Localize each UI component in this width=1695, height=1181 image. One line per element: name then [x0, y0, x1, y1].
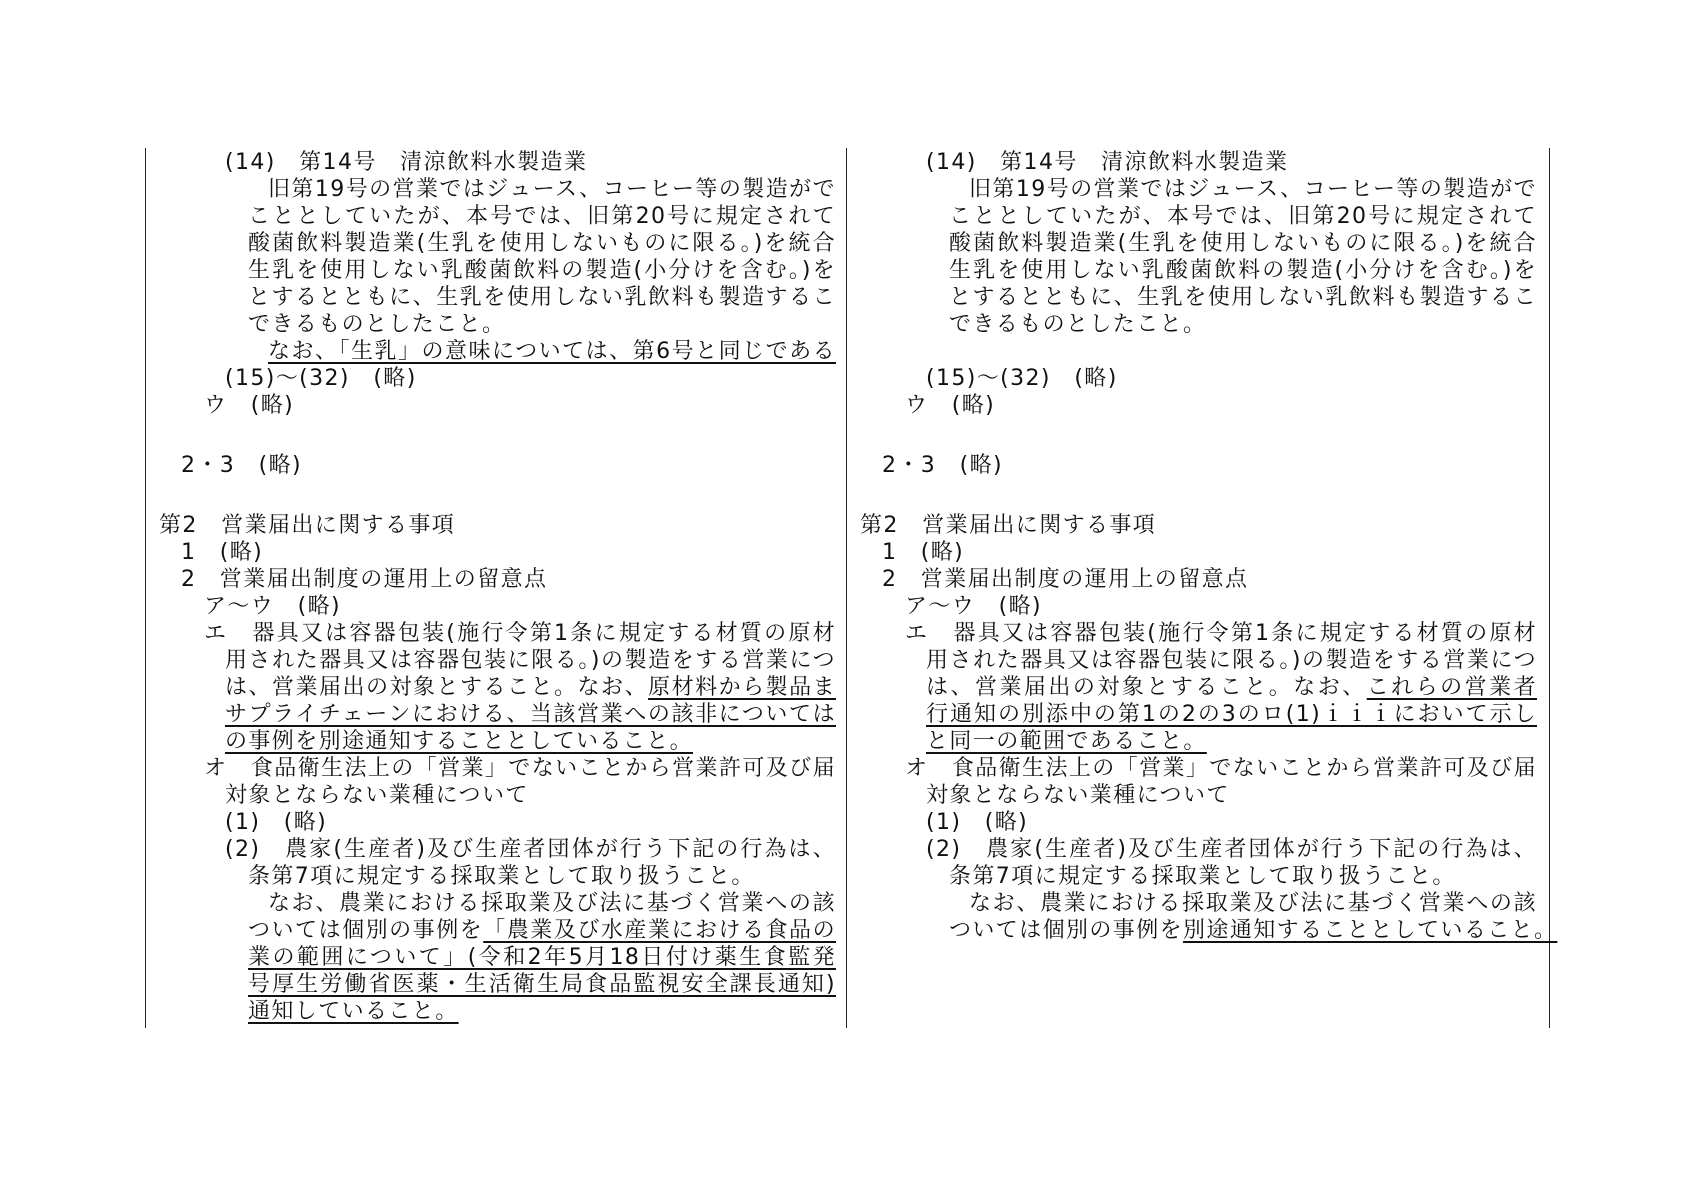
right-border-line	[1549, 148, 1550, 1028]
text-line	[847, 365, 1548, 392]
text-line	[146, 392, 847, 419]
text-line	[146, 998, 847, 1025]
text-segment: 用された器具又は容器包装に限る。)の製造をする営業につ	[926, 648, 1537, 673]
text-segment: 用された器具又は容器包装に限る。)の製造をする営業につ	[225, 648, 836, 673]
text-line	[146, 701, 847, 728]
text-segment: オ 食品衛生法上の「営業」でないことから営業許可及び届	[905, 756, 1537, 781]
text-line	[146, 890, 847, 917]
text-segment: 1 (略)	[181, 540, 264, 565]
text-line	[146, 311, 847, 338]
text-line	[146, 365, 847, 392]
text-segment: 2 営業届出制度の運用上の留意点	[882, 567, 1249, 592]
amended-text: 原材料から製品ま	[648, 675, 837, 700]
text-segment: は、営業届出の対象とすること。なお、	[926, 675, 1367, 700]
text-segment: は、営業届出の対象とすること。なお、	[225, 675, 649, 700]
text-line	[146, 338, 847, 365]
text-segment: 2・3 (略)	[181, 453, 302, 478]
text-segment: 旧第19号の営業ではジュース、コーヒー等の製造がで	[969, 177, 1537, 202]
amended-text: 業の範囲について」(令和2年5月18日付け薬生食監発	[248, 945, 836, 970]
text-segment: ウ (略)	[204, 393, 295, 418]
text-line	[847, 647, 1548, 674]
text-line	[847, 566, 1548, 593]
text-line	[847, 311, 1548, 338]
text-line	[847, 512, 1548, 539]
text-segment: ア～ウ (略)	[204, 594, 341, 619]
text-segment: 2・3 (略)	[882, 453, 1003, 478]
amended-text: 「農業及び水産業における食品の	[483, 918, 836, 943]
text-line	[847, 230, 1548, 257]
text-line	[146, 539, 847, 566]
text-line	[146, 917, 847, 944]
text-line	[146, 176, 847, 203]
text-segment: 第2 営業届出に関する事項	[860, 513, 1157, 538]
text-line	[146, 566, 847, 593]
text-segment: エ 器具又は容器包装(施行令第1条に規定する材質の原材	[204, 621, 836, 646]
amended-text: 号厚生労働省医薬・生活衛生局食品監視安全課長通知)	[248, 972, 836, 997]
text-segment: とするとともに、生乳を使用しない乳飲料も製造するこ	[949, 285, 1537, 310]
text-line	[146, 782, 847, 809]
current-text-column	[847, 149, 1558, 944]
text-line	[146, 593, 847, 620]
text-line	[847, 836, 1548, 863]
text-segment: なお、農業における採取業及び法に基づく営業への該	[969, 891, 1537, 916]
amended-text: なお、「生乳」の意味については、第6号と同じである	[268, 339, 836, 364]
text-segment: (2) 農家(生産者)及び生産者団体が行う下記の行為は、	[926, 837, 1537, 862]
text-line	[847, 452, 1548, 479]
text-segment: 酸菌飲料製造業(生乳を使用しないものに限る。)を統合	[949, 231, 1537, 256]
text-line	[847, 890, 1548, 917]
amended-text: これらの営業者	[1366, 675, 1537, 700]
text-line	[847, 782, 1548, 809]
revised-text-column	[146, 149, 847, 1025]
text-segment: 条第7項に規定する採取業として取り扱うこと。	[248, 864, 755, 889]
text-line	[146, 284, 847, 311]
text-line	[146, 755, 847, 782]
text-line	[847, 392, 1548, 419]
text-line	[847, 539, 1548, 566]
text-line	[847, 338, 1548, 365]
text-segment: こととしていたが、本号では、旧第20号に規定されて	[949, 204, 1537, 229]
text-line	[146, 620, 847, 647]
text-line	[146, 863, 847, 890]
text-line	[847, 674, 1548, 701]
text-line	[847, 176, 1548, 203]
text-segment: ウ (略)	[905, 393, 996, 418]
text-segment: ア～ウ (略)	[905, 594, 1042, 619]
text-segment: なお、農業における採取業及び法に基づく営業への該	[268, 891, 836, 916]
text-line	[146, 836, 847, 863]
text-line	[146, 971, 847, 998]
text-segment: 生乳を使用しない乳酸菌飲料の製造(小分けを含む。)を	[949, 258, 1537, 283]
text-line	[146, 452, 847, 479]
amended-text: サプライチェーンにおける、当該営業への該非については	[225, 702, 836, 727]
text-line	[146, 512, 847, 539]
amended-text: 別途通知することとしていること。	[1183, 918, 1558, 943]
text-segment: (15)～(32) (略)	[225, 366, 417, 391]
text-line	[847, 620, 1548, 647]
text-line	[847, 917, 1558, 944]
text-segment: (2) 農家(生産者)及び生産者団体が行う下記の行為は、	[225, 837, 836, 862]
text-line	[146, 647, 847, 674]
text-line	[146, 257, 847, 284]
text-segment: (14) 第14号 清涼飲料水製造業	[926, 150, 1289, 175]
text-segment: できるものとしたこと。	[248, 312, 506, 337]
amended-text: と同一の範囲であること。	[926, 729, 1207, 754]
text-segment: 生乳を使用しない乳酸菌飲料の製造(小分けを含む。)を	[248, 258, 836, 283]
text-segment: とするとともに、生乳を使用しない乳飲料も製造するこ	[248, 285, 836, 310]
text-segment: 1 (略)	[882, 540, 965, 565]
text-line	[146, 230, 847, 257]
text-segment: (1) (略)	[926, 810, 1029, 835]
text-segment: (14) 第14号 清涼飲料水製造業	[225, 150, 588, 175]
amended-text: 行通知の別添中の第1の2の3のロ(1)ｉｉｉにおいて示し	[926, 702, 1537, 727]
text-line	[847, 284, 1548, 311]
text-segment: (15)～(32) (略)	[926, 366, 1118, 391]
amended-text: 通知していること。	[248, 999, 459, 1024]
text-segment: ついては個別の事例を	[949, 918, 1184, 943]
text-segment: ついては個別の事例を	[248, 918, 484, 943]
text-line	[146, 674, 847, 701]
text-segment: 第2 営業届出に関する事項	[159, 513, 456, 538]
text-line	[847, 809, 1548, 836]
text-line	[847, 593, 1548, 620]
text-segment: 2 営業届出制度の運用上の留意点	[181, 567, 548, 592]
text-line	[847, 257, 1548, 284]
text-segment: オ 食品衛生法上の「営業」でないことから営業許可及び届	[204, 756, 836, 781]
text-line	[847, 701, 1548, 728]
text-line	[146, 944, 847, 971]
text-segment: こととしていたが、本号では、旧第20号に規定されて	[248, 204, 836, 229]
text-line	[146, 728, 847, 755]
text-line	[146, 203, 847, 230]
text-segment: 対象とならない業種について	[225, 783, 529, 808]
text-segment: 旧第19号の営業ではジュース、コーヒー等の製造がで	[268, 177, 836, 202]
text-segment: 酸菌飲料製造業(生乳を使用しないものに限る。)を統合	[248, 231, 836, 256]
text-line	[847, 203, 1548, 230]
text-line	[146, 809, 847, 836]
text-segment: できるものとしたこと。	[949, 312, 1207, 337]
text-segment: (1) (略)	[225, 810, 328, 835]
text-line	[847, 149, 1548, 176]
text-line	[847, 863, 1548, 890]
text-line	[146, 149, 847, 176]
amended-text: の事例を別途通知することとしていること。	[225, 729, 694, 754]
text-line	[847, 728, 1548, 755]
text-segment: 対象とならない業種について	[926, 783, 1230, 808]
text-segment: エ 器具又は容器包装(施行令第1条に規定する材質の原材	[905, 621, 1537, 646]
text-segment: 条第7項に規定する採取業として取り扱うこと。	[949, 864, 1456, 889]
text-line	[847, 755, 1548, 782]
